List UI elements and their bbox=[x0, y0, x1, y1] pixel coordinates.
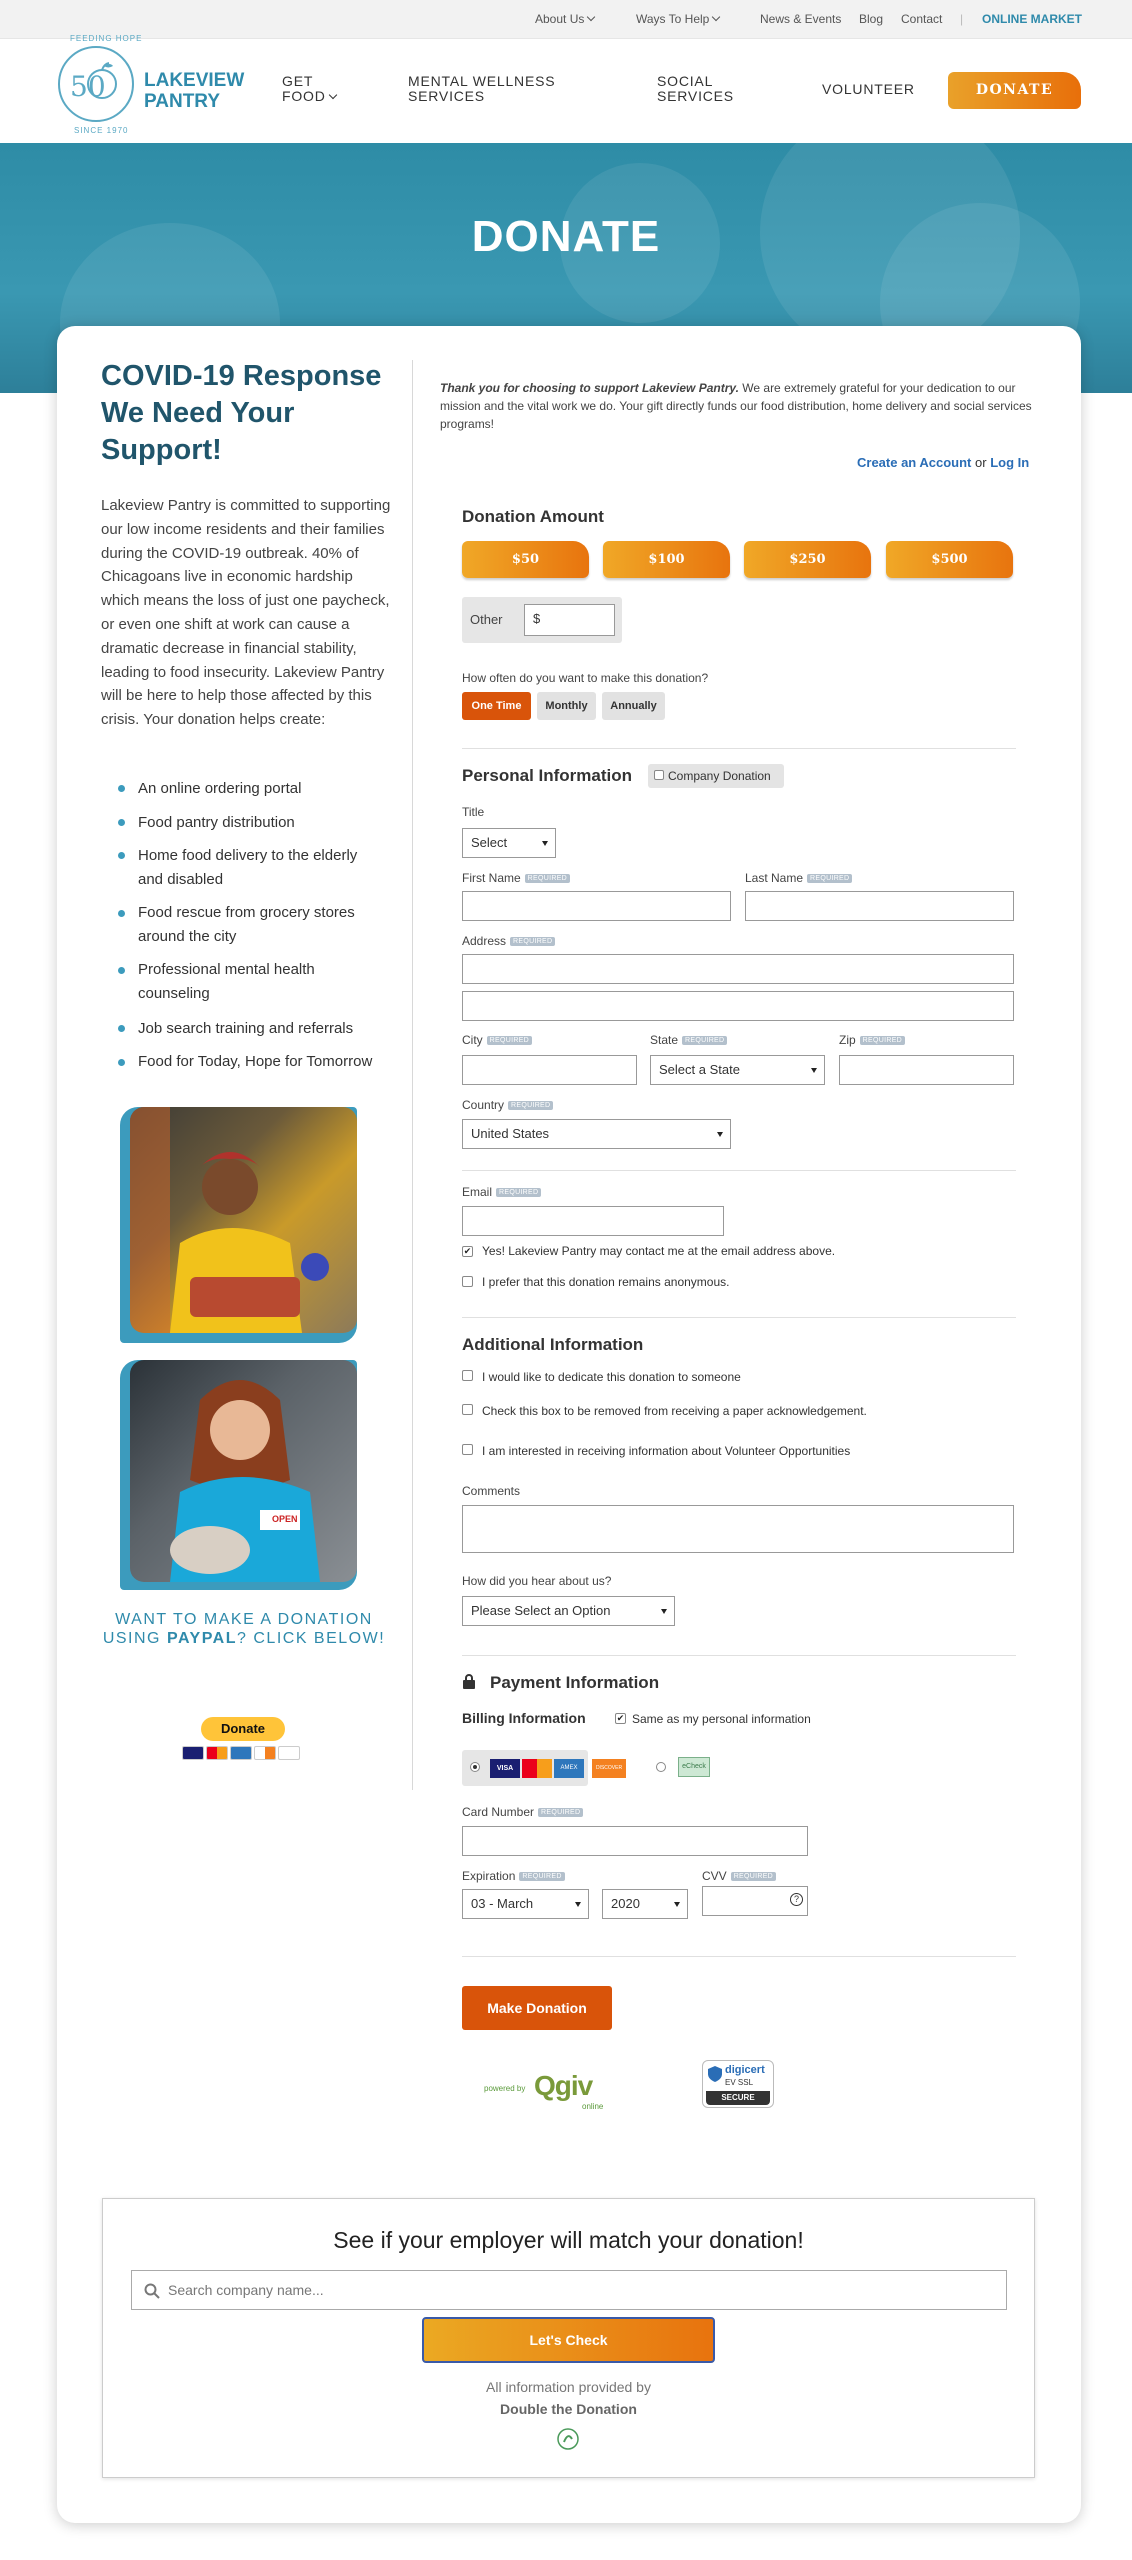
address-text: Address bbox=[462, 934, 507, 948]
logo-emblem[interactable] bbox=[58, 34, 143, 135]
account-or: or bbox=[975, 455, 987, 470]
paypal-prompt-click: ? CLICK BELOW! bbox=[237, 1630, 386, 1647]
utility-divider: | bbox=[960, 12, 964, 26]
amex-icon bbox=[230, 1746, 252, 1760]
amex-card-icon: AMEX bbox=[554, 1759, 584, 1778]
list-item: Job search training and referrals bbox=[138, 1020, 354, 1037]
logo-number: 50 bbox=[70, 70, 106, 103]
required-badge: REQUIRED bbox=[508, 1101, 553, 1110]
visa-card-icon: VISA bbox=[490, 1759, 520, 1778]
utility-bar bbox=[0, 0, 1132, 39]
provider-name: Double the Donation bbox=[500, 2401, 637, 2417]
help-icon[interactable]: ? bbox=[790, 1893, 803, 1906]
required-badge: REQUIRED bbox=[538, 1808, 583, 1817]
nav-get-food[interactable] bbox=[282, 74, 342, 104]
paypal-donate-button[interactable]: Donate bbox=[201, 1717, 285, 1741]
mastercard-icon bbox=[206, 1746, 228, 1760]
utility-news[interactable]: News & Events bbox=[760, 12, 842, 26]
column-divider bbox=[412, 360, 413, 1790]
country-select[interactable] bbox=[462, 1119, 731, 1149]
login-link[interactable]: Log In bbox=[990, 455, 1030, 470]
other-amount-box bbox=[462, 597, 622, 643]
city-input[interactable] bbox=[462, 1055, 637, 1085]
dedicate-checkbox[interactable] bbox=[462, 1370, 473, 1381]
hero-title: DONATE bbox=[471, 212, 661, 261]
company-donation-toggle[interactable] bbox=[648, 764, 784, 788]
required-badge: REQUIRED bbox=[731, 1872, 776, 1881]
volunteer-info-checkbox[interactable] bbox=[462, 1444, 473, 1455]
volunteer-photo-1 bbox=[130, 1107, 357, 1333]
required-badge: REQUIRED bbox=[525, 874, 570, 883]
donation-amount-heading: Donation Amount bbox=[462, 507, 604, 526]
bullet-dot bbox=[118, 967, 125, 974]
billing-info-heading: Billing Information bbox=[462, 1710, 586, 1726]
state-text: State bbox=[650, 1033, 679, 1047]
company-search-input[interactable] bbox=[131, 2270, 1007, 2310]
card-number-text: Card Number bbox=[462, 1805, 535, 1819]
amount-button-500[interactable]: $500 bbox=[886, 541, 1013, 578]
title-label: Title bbox=[462, 805, 485, 819]
card-number-label bbox=[462, 1805, 583, 1819]
paper-ack-option-label: Check this box to be removed from receiving a paper acknowledgement. bbox=[482, 1404, 867, 1418]
expiration-text: Expiration bbox=[462, 1869, 516, 1883]
logo-wordmark[interactable]: LAKEVIEW PANTRY bbox=[144, 70, 245, 112]
list-item: Professional mental health counseling bbox=[138, 961, 315, 1002]
covid-heading: COVID-19 Response We Need Your Support! bbox=[101, 360, 382, 466]
zip-input[interactable] bbox=[839, 1055, 1014, 1085]
company-search-placeholder: Search company name... bbox=[168, 2282, 324, 2298]
other-amount-input[interactable] bbox=[524, 604, 615, 636]
utility-online-market[interactable]: ONLINE MARKET bbox=[982, 12, 1082, 26]
company-donation-checkbox[interactable] bbox=[654, 770, 664, 780]
cvv-input[interactable] bbox=[702, 1886, 808, 1916]
first-name-text: First Name bbox=[462, 871, 521, 885]
section-divider bbox=[462, 1317, 1016, 1318]
list-item: Home food delivery to the elderly and disabled bbox=[138, 847, 358, 888]
lock-icon bbox=[463, 1673, 475, 1689]
city-text: City bbox=[462, 1033, 483, 1047]
section-divider bbox=[462, 1956, 1016, 1957]
nav-social-services[interactable]: SOCIAL SERVICES bbox=[657, 73, 734, 104]
dropdown-arrow-icon bbox=[811, 1068, 817, 1073]
list-item: Food rescue from grocery stores around the city bbox=[138, 904, 355, 945]
city-label bbox=[462, 1033, 532, 1047]
dropdown-arrow-icon bbox=[717, 1132, 723, 1137]
paypal-prompt-line2 bbox=[90, 1629, 398, 1648]
credit-card-option[interactable] bbox=[462, 1750, 588, 1786]
frequency-monthly[interactable]: Monthly bbox=[537, 692, 596, 720]
expiration-month-select[interactable] bbox=[462, 1889, 589, 1919]
chevron-down-icon bbox=[712, 13, 720, 21]
paypal-prompt bbox=[90, 1610, 398, 1648]
utility-about[interactable] bbox=[535, 12, 594, 26]
discover-card-icon: DISCOVER bbox=[592, 1759, 626, 1778]
double-the-donation-logo-icon bbox=[557, 2428, 579, 2450]
state-select[interactable] bbox=[650, 1055, 825, 1085]
dropdown-arrow-icon bbox=[674, 1902, 680, 1907]
visa-icon bbox=[182, 1746, 204, 1760]
header-donate-button[interactable]: DONATE bbox=[948, 72, 1081, 109]
volunteer-figure-icon bbox=[130, 1107, 357, 1333]
amount-button-250[interactable]: $250 bbox=[744, 541, 871, 578]
frequency-question: How often do you want to make this donation? bbox=[462, 671, 709, 685]
amount-button-50[interactable]: $50 bbox=[462, 541, 589, 578]
logo-ring-top: FEEDING HOPE bbox=[70, 34, 143, 43]
paypal-prompt-line1: WANT TO MAKE A DONATION bbox=[115, 1611, 373, 1628]
zip-text: Zip bbox=[839, 1033, 856, 1047]
hear-about-select-value: Please Select an Option bbox=[471, 1603, 611, 1618]
dedicate-option-label: I would like to dedicate this donation to someone bbox=[482, 1370, 741, 1384]
paypal-prompt-using: USING bbox=[102, 1630, 167, 1647]
frequency-one-time[interactable]: One Time bbox=[462, 692, 531, 720]
required-badge: REQUIRED bbox=[496, 1188, 541, 1197]
country-label bbox=[462, 1098, 553, 1112]
nav-mental-wellness[interactable]: MENTAL WELLNESS SERVICES bbox=[408, 73, 556, 104]
comments-label: Comments bbox=[462, 1484, 521, 1498]
thank-you-rest: We are extremely grateful for your dedication to our mission and the vital work we do. Your gift directly funds our food distribution, home delivery and social services programs! bbox=[440, 381, 1032, 431]
required-badge: REQUIRED bbox=[860, 1036, 905, 1045]
expiration-month-value: 03 - March bbox=[471, 1896, 534, 1911]
bullet-dot bbox=[118, 852, 125, 859]
cvv-text: CVV bbox=[702, 1869, 727, 1883]
covid-intro: Lakeview Pantry is committed to supporting our low income residents and their families during the COVID-19 outbreak. 40% of Chicagoans live in economic hardship which means the loss of just one paycheck, or even one shift at work can cause a dramatic decrease in financial stability, leading to food insecurity. Lakeview Pantry will be here to help those affected by this crisis. Your donation helps create: bbox=[101, 497, 391, 729]
bullet-dot bbox=[118, 910, 125, 917]
bank-icon bbox=[278, 1746, 300, 1760]
last-name-text: Last Name bbox=[745, 871, 804, 885]
amount-button-100[interactable]: $100 bbox=[603, 541, 730, 578]
echeck-radio[interactable] bbox=[656, 1762, 666, 1772]
thank-you-text bbox=[440, 379, 1040, 433]
title-select-value: Select bbox=[471, 835, 508, 850]
volunteer-figure-icon bbox=[130, 1360, 357, 1582]
account-links bbox=[857, 455, 1029, 470]
paper-ack-checkbox[interactable] bbox=[462, 1404, 473, 1415]
dropdown-arrow-icon bbox=[575, 1902, 581, 1907]
mastercard-card-icon bbox=[522, 1759, 552, 1778]
section-divider bbox=[462, 1655, 1016, 1656]
credit-card-radio[interactable] bbox=[470, 1762, 480, 1772]
state-label bbox=[650, 1033, 727, 1047]
card-number-input[interactable] bbox=[462, 1826, 808, 1856]
list-item: Food pantry distribution bbox=[138, 814, 295, 831]
expiration-year-select[interactable] bbox=[602, 1889, 688, 1919]
title-select[interactable] bbox=[462, 828, 556, 858]
last-name-label bbox=[745, 871, 852, 885]
required-badge: REQUIRED bbox=[487, 1036, 532, 1045]
qgiv-badge[interactable] bbox=[484, 2072, 614, 2112]
create-account-link[interactable]: Create an Account bbox=[857, 455, 972, 470]
contact-option-label: Yes! Lakeview Pantry may contact me at the email address above. bbox=[482, 1244, 836, 1258]
payment-info-heading: Payment Information bbox=[490, 1673, 660, 1692]
state-select-value: Select a State bbox=[659, 1062, 740, 1077]
digicert-name: digicert bbox=[725, 2064, 765, 2076]
email-input[interactable] bbox=[462, 1206, 724, 1236]
qgiv-logo: Qgiv bbox=[534, 2070, 593, 2101]
cvv-label bbox=[702, 1869, 776, 1883]
utility-about-label: About Us bbox=[535, 12, 585, 26]
dropdown-arrow-icon bbox=[661, 1609, 667, 1614]
address-line2-input[interactable] bbox=[462, 991, 1014, 1021]
expiration-year-value: 2020 bbox=[611, 1896, 640, 1911]
digicert-secure: SECURE bbox=[706, 2091, 770, 2105]
last-name-input[interactable] bbox=[745, 891, 1014, 921]
section-divider bbox=[462, 748, 1016, 749]
lets-check-button[interactable]: Let's Check bbox=[422, 2317, 715, 2363]
anonymous-checkbox[interactable] bbox=[462, 1276, 473, 1287]
thank-you-bold: Thank you for choosing to support Lakeview Pantry. bbox=[440, 381, 739, 395]
logo-ring-bottom: SINCE 1970 bbox=[74, 126, 129, 135]
provided-by-text: All information provided by bbox=[486, 2379, 651, 2395]
utility-contact[interactable]: Contact bbox=[901, 12, 943, 26]
other-amount-label: Other bbox=[470, 612, 503, 627]
additional-info-heading: Additional Information bbox=[462, 1335, 644, 1354]
address-label bbox=[462, 934, 555, 948]
employer-match-title: See if your employer will match your donation! bbox=[333, 2227, 804, 2253]
volunteer-photo-2 bbox=[130, 1360, 357, 1582]
discover-icon bbox=[254, 1746, 276, 1760]
digicert-seal[interactable] bbox=[702, 2060, 774, 2108]
utility-ways-label: Ways To Help bbox=[636, 12, 710, 26]
chevron-down-icon bbox=[328, 91, 336, 99]
bullet-dot bbox=[118, 785, 125, 792]
email-text: Email bbox=[462, 1185, 493, 1199]
bullet-dot bbox=[118, 1059, 125, 1066]
echeck-icon[interactable]: eCheck bbox=[678, 1757, 710, 1777]
contact-checkbox[interactable]: ✔ bbox=[463, 1246, 472, 1256]
expiration-label bbox=[462, 1869, 565, 1883]
same-as-personal-checkbox[interactable]: ✔ bbox=[616, 1713, 625, 1723]
bullet-dot bbox=[118, 1025, 125, 1032]
other-amount-prefix: $ bbox=[533, 611, 541, 626]
required-badge: REQUIRED bbox=[519, 1872, 564, 1881]
paypal-prompt-paypal: PAYPAL bbox=[166, 1630, 238, 1647]
chevron-down-icon bbox=[587, 13, 595, 21]
country-text: Country bbox=[462, 1098, 505, 1112]
frequency-annually[interactable]: Annually bbox=[602, 692, 665, 720]
search-icon bbox=[144, 2283, 160, 2299]
volunteer-info-option-label: I am interested in receiving information about Volunteer Opportunities bbox=[482, 1444, 851, 1458]
bullet-dot bbox=[118, 819, 125, 826]
required-badge: REQUIRED bbox=[510, 937, 555, 946]
required-badge: REQUIRED bbox=[682, 1036, 727, 1045]
hear-about-select[interactable] bbox=[462, 1596, 675, 1626]
email-label bbox=[462, 1185, 541, 1199]
company-donation-label: Company Donation bbox=[668, 769, 771, 783]
required-badge: REQUIRED bbox=[807, 874, 852, 883]
qgiv-online: online bbox=[582, 2102, 604, 2111]
same-as-personal-label: Same as my personal information bbox=[632, 1712, 811, 1726]
digicert-shield-icon bbox=[708, 2066, 722, 2082]
list-item: Food for Today, Hope for Tomorrow bbox=[138, 1053, 373, 1070]
qgiv-powered-by: powered by bbox=[484, 2084, 526, 2093]
country-select-value: United States bbox=[471, 1126, 550, 1141]
anonymous-option-label: I prefer that this donation remains anonymous. bbox=[482, 1275, 730, 1289]
first-name-input[interactable] bbox=[462, 891, 731, 921]
zip-label bbox=[839, 1033, 905, 1047]
photo-sign-text: OPEN bbox=[272, 1514, 298, 1524]
section-divider bbox=[462, 1170, 1016, 1171]
comments-textarea[interactable] bbox=[462, 1505, 1014, 1553]
utility-ways-to-help[interactable] bbox=[636, 12, 719, 26]
make-donation-button[interactable]: Make Donation bbox=[462, 1986, 612, 2030]
personal-info-heading: Personal Information bbox=[462, 766, 633, 785]
dropdown-arrow-icon bbox=[542, 841, 548, 846]
address-line1-input[interactable] bbox=[462, 954, 1014, 984]
hear-about-label: How did you hear about us? bbox=[462, 1574, 612, 1588]
nav-get-food-label: GET FOOD bbox=[282, 73, 326, 104]
list-item: An online ordering portal bbox=[138, 780, 302, 797]
nav-volunteer[interactable]: VOLUNTEER bbox=[822, 81, 915, 97]
utility-blog[interactable]: Blog bbox=[859, 12, 884, 26]
first-name-label bbox=[462, 871, 570, 885]
digicert-ev: EV SSL bbox=[725, 2078, 754, 2087]
